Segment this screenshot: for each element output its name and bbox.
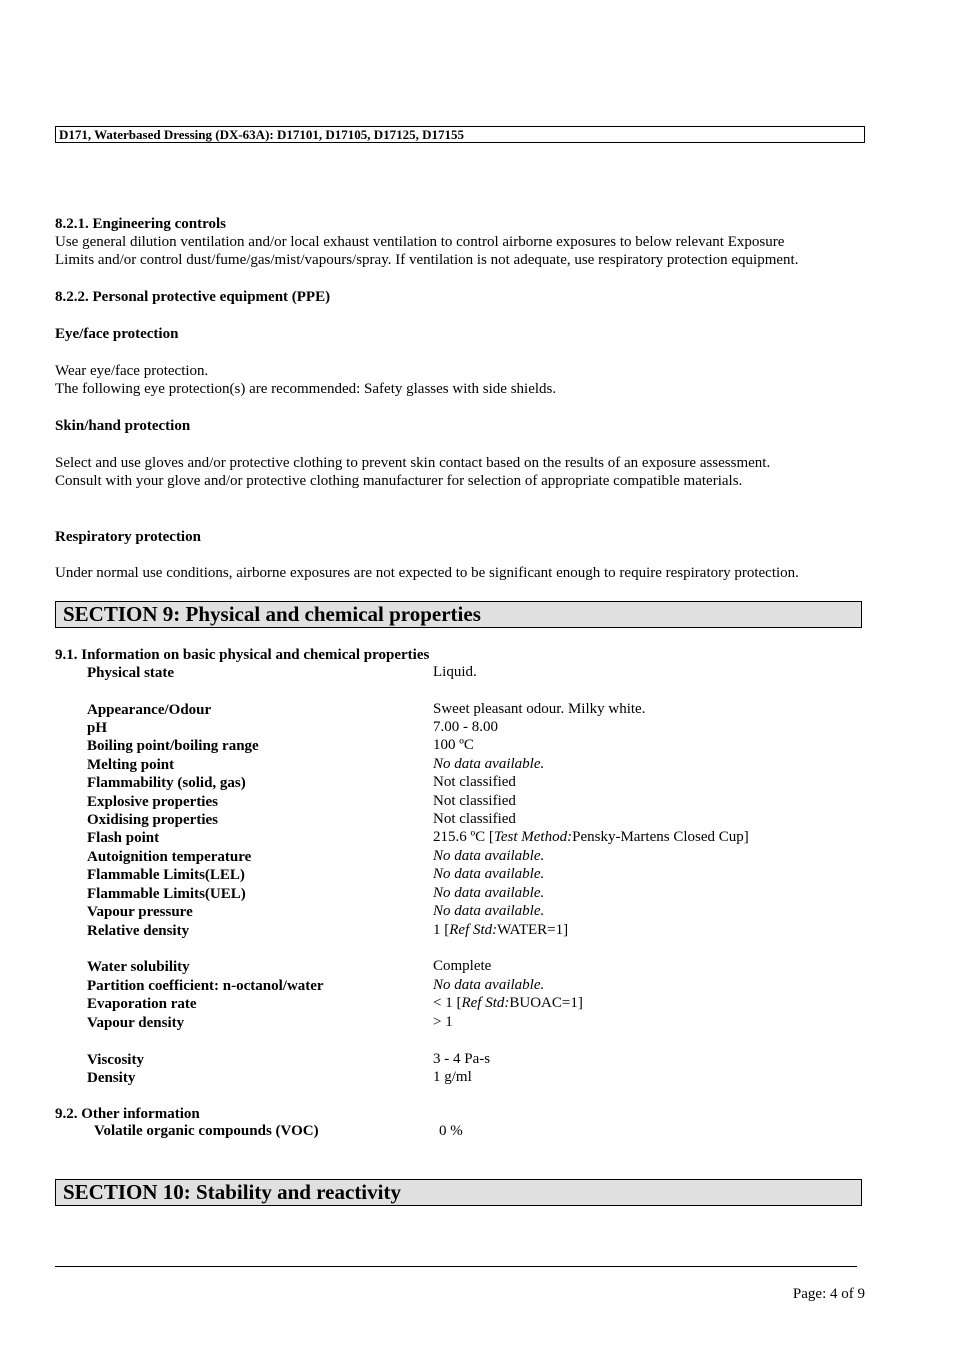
value-text: BUOAC=1]: [509, 995, 583, 1011]
property-label: Vapour density: [87, 1015, 185, 1031]
property-label: Flash point: [87, 830, 160, 846]
property-value: Complete: [433, 958, 492, 974]
property-label: Autoignition temperature: [87, 849, 252, 865]
property-label: Appearance/Odour: [87, 702, 212, 718]
eye-protection-heading: Eye/face protection: [55, 326, 179, 342]
property-label: Melting point: [87, 757, 175, 773]
footer-divider: [55, 1266, 857, 1267]
section-10-header: [55, 1179, 862, 1206]
property-label: pH: [87, 720, 108, 736]
property-label: Viscosity: [87, 1052, 144, 1068]
skin-protection-text-2: Consult with your glove and/or protective clothing manufacturer for selection of appropriate compatible materials.: [55, 473, 743, 489]
property-label: Physical state: [87, 665, 175, 681]
value-text: 215.6 ºC [: [433, 829, 494, 845]
property-value: > 1: [433, 1014, 453, 1030]
respiratory-protection-text: Under normal use conditions, airborne exposures are not expected to be significant enough to require respiratory protection.: [55, 565, 799, 581]
property-value: Sweet pleasant odour. Milky white.: [433, 701, 646, 717]
engineering-controls-heading: 8.2.1. Engineering controls: [55, 216, 226, 232]
property-value: 100 ºC: [433, 737, 474, 753]
engineering-controls-text-1: Use general dilution ventilation and/or local exhaust ventilation to control airborne exposures to below relevant Exposure: [55, 234, 785, 250]
property-value: No data available.: [433, 848, 545, 864]
property-label: Relative density: [87, 923, 190, 939]
property-value: Not classified: [433, 811, 516, 827]
property-label: Water solubility: [87, 959, 190, 975]
property-value: No data available.: [433, 977, 545, 993]
section-9-title: SECTION 9: Physical and chemical properties: [63, 602, 481, 626]
ppe-heading: 8.2.2. Personal protective equipment (PPE): [55, 289, 331, 305]
skin-protection-text-1: Select and use gloves and/or protective clothing to prevent skin contact based on the results of an exposure assessment.: [55, 455, 771, 471]
property-value: No data available.: [433, 885, 545, 901]
property-label: Evaporation rate: [87, 996, 197, 1012]
property-label: Flammability (solid, gas): [87, 775, 246, 791]
property-value: [433, 922, 568, 939]
voc-value: 0 %: [439, 1123, 463, 1139]
value-text: 1 [: [433, 922, 450, 938]
property-label: Partition coefficient: n-octanol/water: [87, 978, 324, 994]
property-value: [433, 829, 749, 846]
value-ref: Ref Std:: [449, 922, 498, 938]
property-label: Density: [87, 1070, 136, 1086]
value-text: WATER=1]: [497, 922, 569, 938]
engineering-controls-text-2: Limits and/or control dust/fume/gas/mist/vapours/spray. If ventilation is not adequate, use respiratory protection equipment.: [55, 252, 799, 268]
property-label: Flammable Limits(UEL): [87, 886, 246, 902]
basic-properties-heading: 9.1. Information on basic physical and chemical properties: [55, 647, 430, 663]
property-value: 1 g/ml: [433, 1069, 472, 1085]
voc-label: Volatile organic compounds (VOC): [94, 1123, 319, 1139]
property-label: Explosive properties: [87, 794, 218, 810]
other-information-heading: 9.2. Other information: [55, 1106, 200, 1122]
property-value: No data available.: [433, 903, 545, 919]
property-value: 7.00 - 8.00: [433, 719, 498, 735]
value-text: Pensky-Martens Closed Cup]: [572, 829, 749, 845]
value-text: < 1 [: [433, 995, 462, 1011]
property-label: Oxidising properties: [87, 812, 218, 828]
eye-protection-text-2: The following eye protection(s) are recommended: Safety glasses with side shields.: [55, 381, 557, 397]
property-value: Not classified: [433, 793, 516, 809]
property-label: Flammable Limits(LEL): [87, 867, 245, 883]
value-method: Test Method:: [493, 829, 573, 845]
property-value: Liquid.: [433, 664, 477, 680]
product-title: D171, Waterbased Dressing (DX-63A): D17101, D17105, D17125, D17155: [59, 127, 465, 142]
section-9-header: [55, 601, 862, 628]
property-label: Vapour pressure: [87, 904, 193, 920]
page-number: Page: 4 of 9: [792, 1286, 865, 1302]
property-value: No data available.: [433, 866, 545, 882]
value-ref: Ref Std:: [461, 995, 510, 1011]
property-label: Boiling point/boiling range: [87, 738, 259, 754]
skin-protection-heading: Skin/hand protection: [55, 418, 191, 434]
document-header: [55, 126, 865, 143]
property-value: No data available.: [433, 756, 545, 772]
property-value: [433, 995, 583, 1012]
section-10-title: SECTION 10: Stability and reactivity: [63, 1180, 401, 1204]
respiratory-protection-heading: Respiratory protection: [55, 529, 201, 545]
property-value: 3 - 4 Pa-s: [433, 1051, 491, 1067]
eye-protection-text-1: Wear eye/face protection.: [55, 363, 209, 379]
property-value: Not classified: [433, 774, 516, 790]
